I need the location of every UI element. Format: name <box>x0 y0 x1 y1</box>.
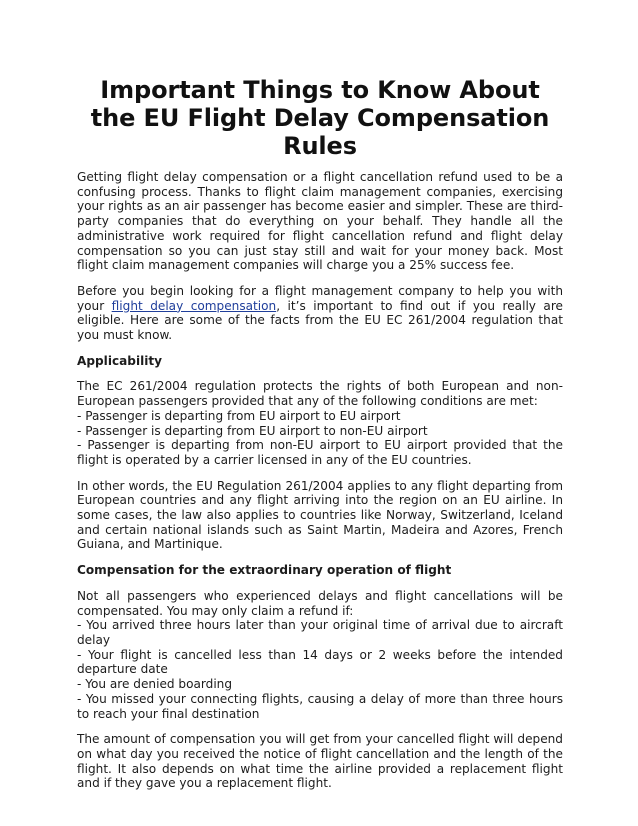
compensation-item: - You arrived three hours later than your original time of arrival due to aircraft delay <box>77 618 563 647</box>
compensation-item: - You missed your connecting flights, causing a delay of more than three hours to reach your final destination <box>77 691 563 721</box>
eligibility-paragraph <box>77 284 563 343</box>
document-page <box>77 76 563 802</box>
flight-delay-compensation-link[interactable]: flight delay compensation <box>111 298 277 313</box>
compensation-intro: Not all passengers who experienced delays and flight cancellations will be compensated. You may only claim a refund if: <box>77 588 563 618</box>
applicability-paragraph <box>77 379 563 467</box>
page-title: Important Things to Know About the EU Flight Delay Compensation Rules <box>90 76 550 160</box>
applicability-item: - Passenger is departing from EU airport to non-EU airport <box>77 423 428 438</box>
applicability-item: - Passenger is departing from non-EU airport to EU airport provided that the flight is operated by a carrier licensed in any of the EU countries. <box>77 438 563 467</box>
compensation-item: - You are denied boarding <box>77 677 233 692</box>
scope-paragraph: In other words, the EU Regulation 261/2004 applies to any flight departing from European countries and any flight arriving into the region on an EU airline. In some cases, the law also applies to countries like Norway, Switzerland, Iceland and certain national islands such as Saint Martin, Madeira and Azores, French Guiana, and Martinique. <box>77 478 563 552</box>
applicability-intro: The EC 261/2004 regulation protects the rights of both European and non-European passengers provided that any of the following conditions are met: <box>77 379 563 409</box>
eligibility-text-after: , it’s important to find out if you really are eligible. Here are some of the facts from the EU EC 261/2004 regulation that you must know. <box>77 298 563 343</box>
compensation-heading: Compensation for the extraordinary operation of flight <box>77 563 452 578</box>
closing-paragraph: The amount of compensation you will get from your cancelled flight will depend on what day you received the notice of flight cancellation and the length of the flight. It also depends on what time the airline provided a replacement flight and if they gave you a replacement flight. <box>77 732 563 791</box>
eligibility-text-before: Before you begin looking for a flight management company to help you with your <box>77 283 563 313</box>
applicability-item: - Passenger is departing from EU airport to EU airport <box>77 408 401 423</box>
intro-paragraph: Getting flight delay compensation or a flight cancellation refund used to be a confusing process. Thanks to flight claim management companies, exercising your rights as an air passenger has become easier and simpler. These are third-party companies that do everything on your behalf. They handle all the administrative work required for flight cancellation refund and flight delay compensation so you can just stay still and wait for your money back. Most flight claim management companies will charge you a 25% success fee. <box>77 170 563 273</box>
applicability-heading: Applicability <box>77 353 163 368</box>
compensation-item: - Your flight is cancelled less than 14 days or 2 weeks before the intended departure date <box>77 647 563 677</box>
compensation-paragraph <box>77 589 563 721</box>
